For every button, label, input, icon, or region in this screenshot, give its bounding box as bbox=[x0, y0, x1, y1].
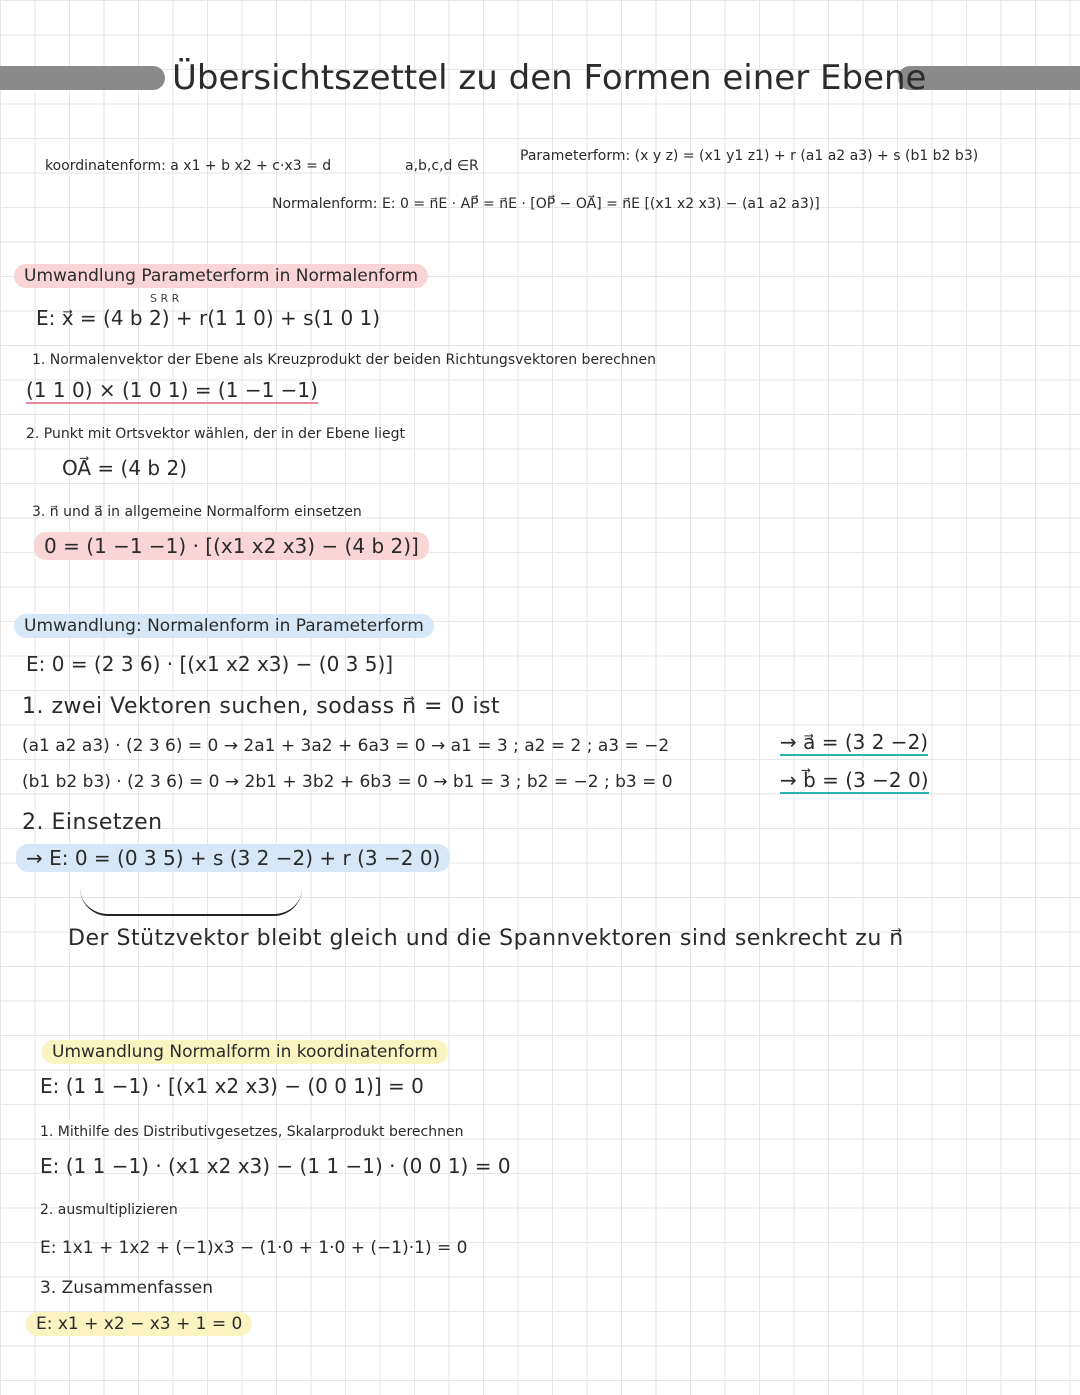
section3-step2-equation: E: 1x1 + 1x2 + (−1)x3 − (1·0 + 1·0 + (−1)·1) = 0 bbox=[40, 1238, 468, 1258]
parameterform-definition: Parameterform: (x y z) = (x1 y1 z1) + r (a1 a2 a3) + s (b1 b2 b3) bbox=[520, 148, 979, 164]
section1-step1-equation: (1 1 0) × (1 0 1) = (1 −1 −1) bbox=[26, 378, 318, 402]
section2-equation: E: 0 = (2 3 6) · [(x1 x2 x3) − (0 3 5)] bbox=[26, 652, 394, 676]
page-title: Übersichtszettel zu den Formen einer Ebene bbox=[172, 58, 927, 98]
koordinatenform-definition: koordinatenform: a x1 + b x2 + c·x3 = d bbox=[45, 158, 332, 174]
section2-note: Der Stützvektor bleibt gleich und die Spannvektoren sind senkrecht zu n⃗ bbox=[68, 926, 904, 951]
section3-step3: 3. Zusammenfassen bbox=[40, 1278, 214, 1298]
curly-brace bbox=[80, 888, 302, 916]
section1-equation: E: x⃗ = (4 b 2) + r(1 1 0) + s(1 0 1) bbox=[36, 306, 381, 330]
section2-row1-result: → a⃗ = (3 2 −2) bbox=[780, 730, 929, 754]
normalenform-definition: Normalenform: E: 0 = n⃗E · AP⃗ = n⃗E · [OP⃗ − OA⃗] = n⃗E [(x1 x2 x3) − (a1 a2 a3)] bbox=[272, 196, 820, 212]
section3-step2: 2. ausmultiplizieren bbox=[40, 1202, 178, 1218]
section2-step1: 1. zwei Vektoren suchen, sodass n⃗ = 0 ist bbox=[22, 694, 501, 719]
section3-equation: E: (1 1 −1) · [(x1 x2 x3) − (0 0 1)] = 0 bbox=[40, 1074, 424, 1098]
section2-result: → E: 0 = (0 3 5) + s (3 2 −2) + r (3 −2 0) bbox=[16, 846, 450, 870]
section3-step3-equation: E: x1 + x2 − x3 + 1 = 0 bbox=[26, 1314, 252, 1334]
section-normal-to-coordinate-heading: Umwandlung Normalform in koordinatenform bbox=[42, 1042, 448, 1062]
section3-step1-equation: E: (1 1 −1) · (x1 x2 x3) − (1 1 −1) · (0 0 1) = 0 bbox=[40, 1154, 511, 1178]
section1-step1: 1. Normalenvektor der Ebene als Kreuzprodukt der beiden Richtungsvektoren berechnen bbox=[32, 352, 657, 368]
section1-step2: 2. Punkt mit Ortsvektor wählen, der in der Ebene liegt bbox=[26, 426, 405, 442]
section2-row2-result: → b⃗ = (3 −2 0) bbox=[780, 768, 929, 792]
section1-variable-labels: S R R bbox=[150, 292, 180, 305]
section2-step2: 2. Einsetzen bbox=[22, 810, 163, 835]
section2-row2: (b1 b2 b3) · (2 3 6) = 0 → 2b1 + 3b2 + 6b3 = 0 → b1 = 3 ; b2 = −2 ; b3 = 0 bbox=[22, 772, 673, 792]
section1-step2-equation: OA⃗ = (4 b 2) bbox=[62, 456, 188, 480]
section1-step3: 3. n⃗ und a⃗ in allgemeine Normalform einsetzen bbox=[32, 504, 362, 520]
section3-step1: 1. Mithilfe des Distributivgesetzes, Skalarprodukt berechnen bbox=[40, 1124, 464, 1140]
section-parameter-to-normal-heading: Umwandlung Parameterform in Normalenform bbox=[14, 266, 428, 286]
koordinatenform-domain: a,b,c,d ∈R bbox=[405, 158, 479, 174]
section2-row1: (a1 a2 a3) · (2 3 6) = 0 → 2a1 + 3a2 + 6a3 = 0 → a1 = 3 ; a2 = 2 ; a3 = −2 bbox=[22, 736, 670, 756]
section-normal-to-parameter-heading: Umwandlung: Normalenform in Parameterform bbox=[14, 616, 434, 636]
title-bar-left bbox=[0, 66, 165, 90]
section1-step3-equation: 0 = (1 −1 −1) · [(x1 x2 x3) − (4 b 2)] bbox=[34, 534, 429, 558]
